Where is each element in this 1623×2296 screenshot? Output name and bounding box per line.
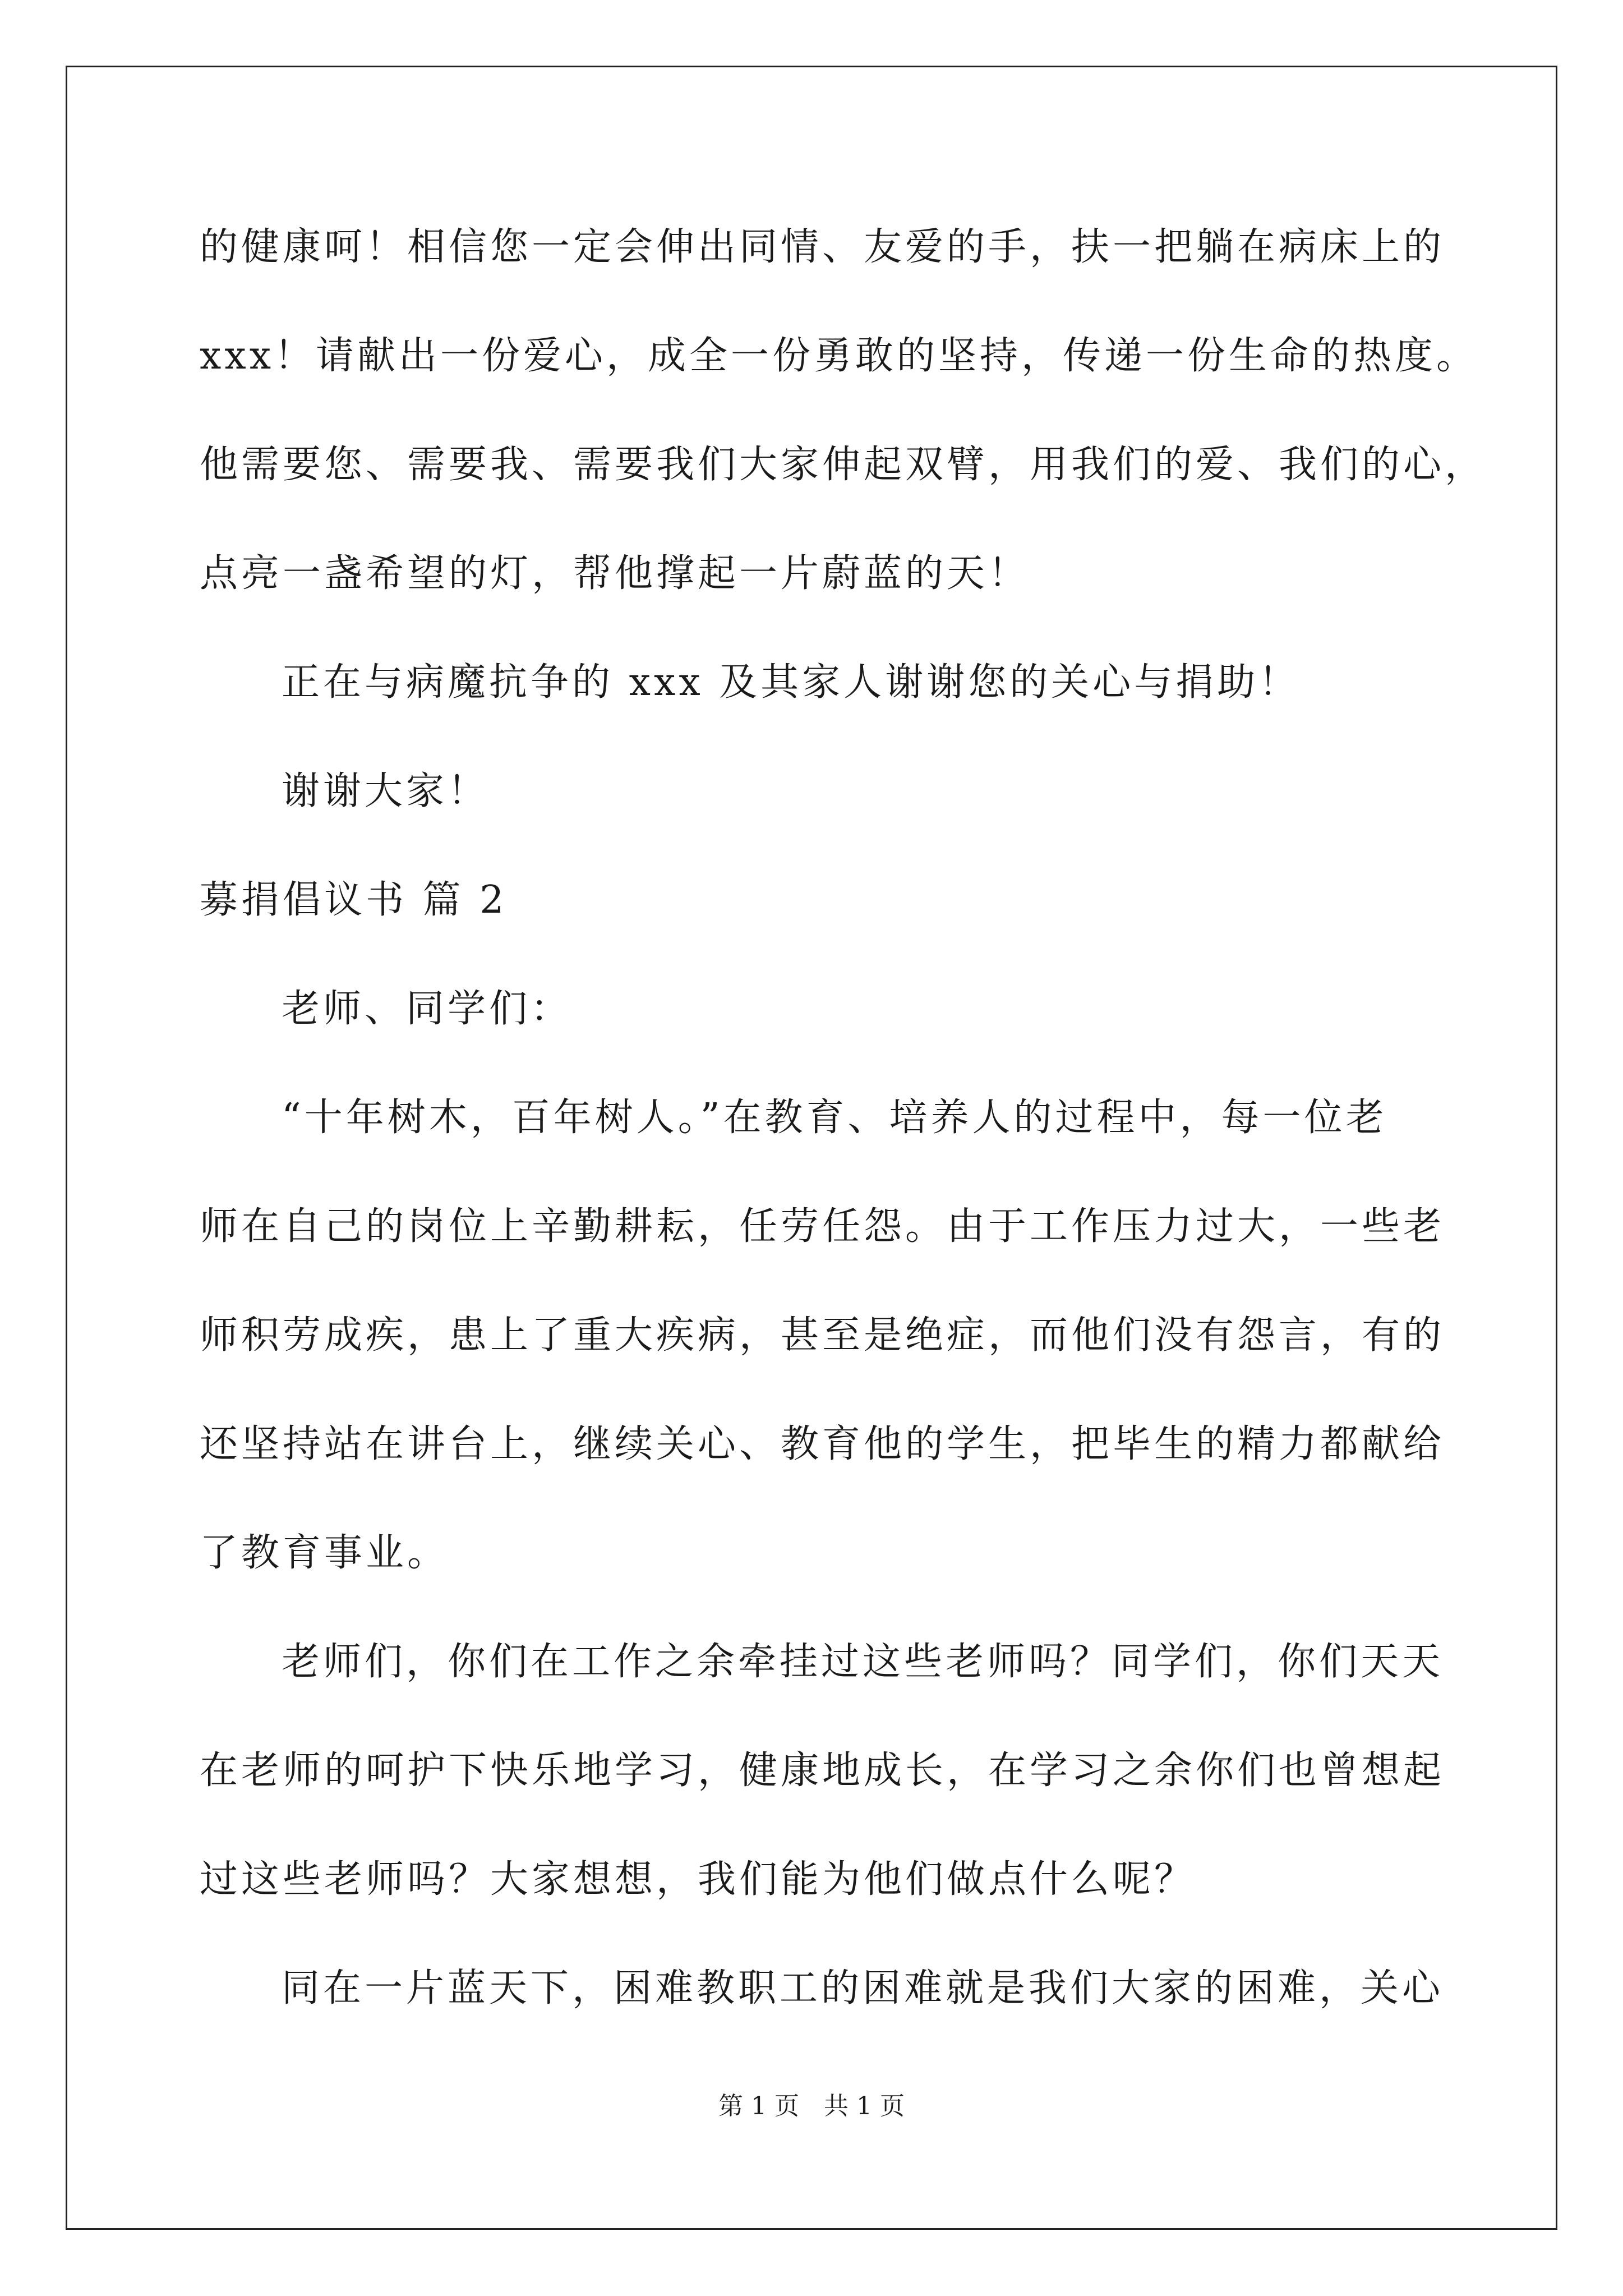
body-line: 的健康呵！相信您一定会伸出同情、友爱的手，扶一把躺在病床上的 <box>200 225 1445 269</box>
body-line: 在老师的呵护下快乐地学习，健康地成长，在学习之余你们也曾想起 <box>200 1749 1445 1793</box>
page-number-current: 第 1 页 <box>718 2092 799 2120</box>
page-footer <box>0 2090 1623 2123</box>
body-line: 正在与病魔抗争的 xxx 及其家人谢谢您的关心与捐助！ <box>282 660 1301 705</box>
closing-line: 谢谢大家！ <box>282 769 490 813</box>
body-line: xxx！请献出一份爱心，成全一份勇敢的坚持，传递一份生命的热度。 <box>200 334 1478 378</box>
body-line: 了教育事业。 <box>200 1531 449 1575</box>
body-line: 师在自己的岗位上辛勤耕耘，任劳任怨。由于工作压力过大，一些老 <box>200 1204 1445 1249</box>
body-line: 点亮一盏希望的灯，帮他撑起一片蔚蓝的天！ <box>200 551 1030 596</box>
body-line: 老师们，你们在工作之余牵挂过这些老师吗？同学们，你们天天 <box>282 1640 1444 1684</box>
body-line: 师积劳成疾，患上了重大疾病，甚至是绝症，而他们没有怨言，有的 <box>200 1313 1445 1358</box>
body-line: 还坚持站在讲台上，继续关心、教育他的学生，把毕生的精力都献给 <box>200 1422 1445 1466</box>
page-number-total: 共 1 页 <box>824 2092 905 2120</box>
body-line: 过这些老师吗？大家想想，我们能为他们做点什么呢？ <box>200 1857 1196 1902</box>
section-heading: 募捐倡议书 篇 2 <box>200 878 508 922</box>
document-body <box>200 214 1487 2064</box>
body-line: 同在一片蓝天下，困难教职工的困难就是我们大家的困难，关心 <box>282 1966 1444 2010</box>
salutation: 老师、同学们： <box>282 987 573 1031</box>
body-line: “十年树木，百年树人。”在教育、培养人的过程中，每一位老 <box>282 1096 1387 1140</box>
body-line: 他需要您、需要我、需要我们大家伸起双臂，用我们的爱、我们的心， <box>200 443 1487 487</box>
